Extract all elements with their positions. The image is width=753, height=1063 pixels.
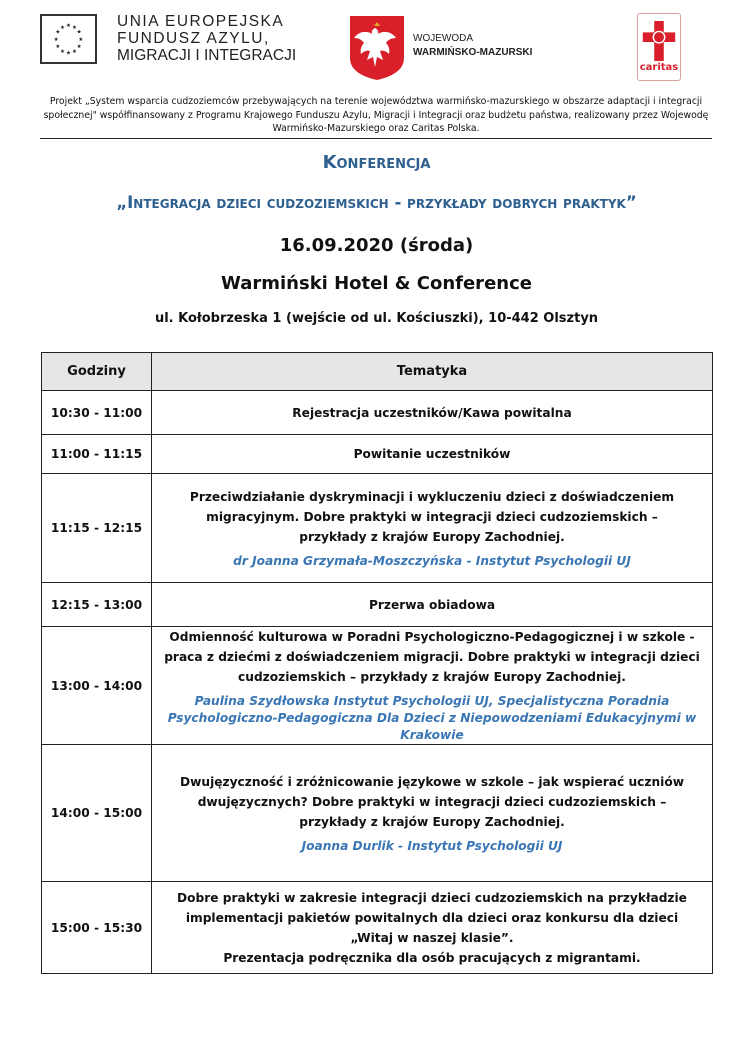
conference-kind: Konferencja [322, 152, 431, 173]
row-topic: Przeciwdziałanie dyskryminacji i wykluczeniu dzieci z doświadczeniem migracyjnym. Dobre praktyki w integracji dzieci cudzoziemskich – przykłady z krajów Europy Zachodniej. [189, 489, 675, 544]
svg-text:★: ★ [76, 29, 82, 36]
row-speaker: dr Joanna Grzymała-Moszczyńska - Instytut Psychologii UJ [233, 553, 631, 568]
row-time: 11:00 - 11:15 [42, 435, 152, 474]
svg-text:★: ★ [53, 36, 59, 43]
table-row [42, 882, 713, 974]
polish-eagle-emblem [348, 14, 406, 82]
row-time: 10:30 - 11:00 [42, 391, 152, 435]
svg-text:★: ★ [66, 50, 71, 57]
wojewoda-line-2: WARMIŃSKO-MAZURSKI [413, 47, 533, 58]
row-topic: Powitanie uczestników [152, 435, 713, 474]
conference-title: „Integracja dzieci cudzoziemskich - przykłady dobrych praktyk” [116, 193, 637, 212]
row-speaker: Paulina Szydłowska Instytut Psychologii UJ, Specjalistyczna Poradnia Psychologiczno-Pedagogiczna Dla Dzieci z Niepowodzeniami Edukacyjnymi w Krakowie [167, 694, 697, 742]
caritas-label: caritas [639, 62, 679, 73]
svg-text:★: ★ [55, 44, 61, 51]
project-description: Projekt „System wsparcia cudzoziemców przebywających na terenie województwa warmińsko-mazurskiego w obszarze adaptacji i integracji społecznej" współfinansowany z Programu Krajowego Funduszu Azylu, Migracji i Integracji oraz budżetu państwa, realizowany przez Wojewodę Warmińsko-Mazurskiego oraz Caritas Polska. [40, 95, 712, 139]
conference-address: ul. Kołobrzeska 1 (wejście od ul. Kościuszki), 10-442 Olsztyn [154, 311, 599, 326]
caritas-logo [637, 13, 681, 81]
row-topic: Rejestracja uczestników/Kawa powitalna [152, 391, 713, 435]
row-time: 11:15 - 12:15 [42, 474, 152, 583]
table-row [42, 627, 713, 745]
svg-text:★: ★ [78, 36, 84, 43]
table-row [42, 474, 713, 583]
svg-text:★: ★ [60, 48, 65, 55]
wojewoda-logo-text [413, 32, 532, 60]
row-time: 15:00 - 15:30 [42, 882, 152, 974]
row-time: 14:00 - 15:00 [42, 745, 152, 882]
eu-line-1: UNIA EUROPEJSKA [117, 13, 285, 30]
header-topic: Tematyka [152, 353, 713, 391]
agenda-table [41, 352, 713, 974]
table-row [42, 745, 713, 882]
eu-flag-logo [40, 14, 97, 64]
row-topic: Dwujęzyczność i zróżnicowanie językowe w szkole – jak wspierać uczniów dwujęzycznych? Dobre praktyki w integracji dzieci cudzoziemskich – przykłady z krajów Europy Zachodniej. [180, 774, 684, 829]
eu-line-2: FUNDUSZ AZYLU, [117, 30, 270, 47]
row-speaker: Joanna Durlik - Instytut Psychologii UJ [301, 838, 563, 853]
row-time: 13:00 - 14:00 [42, 627, 152, 745]
row-topic: Odmienność kulturowa w Poradni Psychologiczno-Pedagogicznej i w szkole - praca z dziećmi z doświadczeniem migracji. Dobre praktyki w integracji dzieci cudzoziemskich – przykłady z krajów Europy Zachodniej. [164, 630, 700, 684]
wojewoda-line-1: WOJEWODA [413, 33, 473, 44]
table-row [42, 391, 713, 435]
table-row [42, 435, 713, 474]
conference-venue: Warmiński Hotel & Conference [221, 273, 532, 294]
row-topic: Przerwa obiadowa [152, 583, 713, 627]
header-hours: Godziny [42, 353, 152, 391]
eu-fund-logo-text [117, 13, 296, 64]
row-topic: Dobre praktyki w zakresie integracji dzieci cudzoziemskich na przykładzie implementacji pakietów powitalnych dla dzieci oraz konkursu dla dzieci „Witaj w naszej klasie”. [177, 890, 687, 945]
svg-text:★: ★ [72, 48, 77, 55]
table-row [42, 583, 713, 627]
svg-text:★: ★ [55, 29, 61, 36]
table-header-row [42, 353, 713, 391]
svg-text:★: ★ [66, 23, 71, 30]
svg-text:★: ★ [76, 44, 82, 51]
conference-date: 16.09.2020 (środa) [279, 235, 474, 256]
row-topic-extra: Prezentacja podręcznika dla osób pracujących z migrantami. [223, 950, 641, 965]
svg-text:★: ★ [72, 24, 77, 31]
eu-line-3: MIGRACJI I INTEGRACJI [117, 47, 297, 64]
row-time: 12:15 - 13:00 [42, 583, 152, 627]
svg-text:★: ★ [60, 24, 65, 31]
